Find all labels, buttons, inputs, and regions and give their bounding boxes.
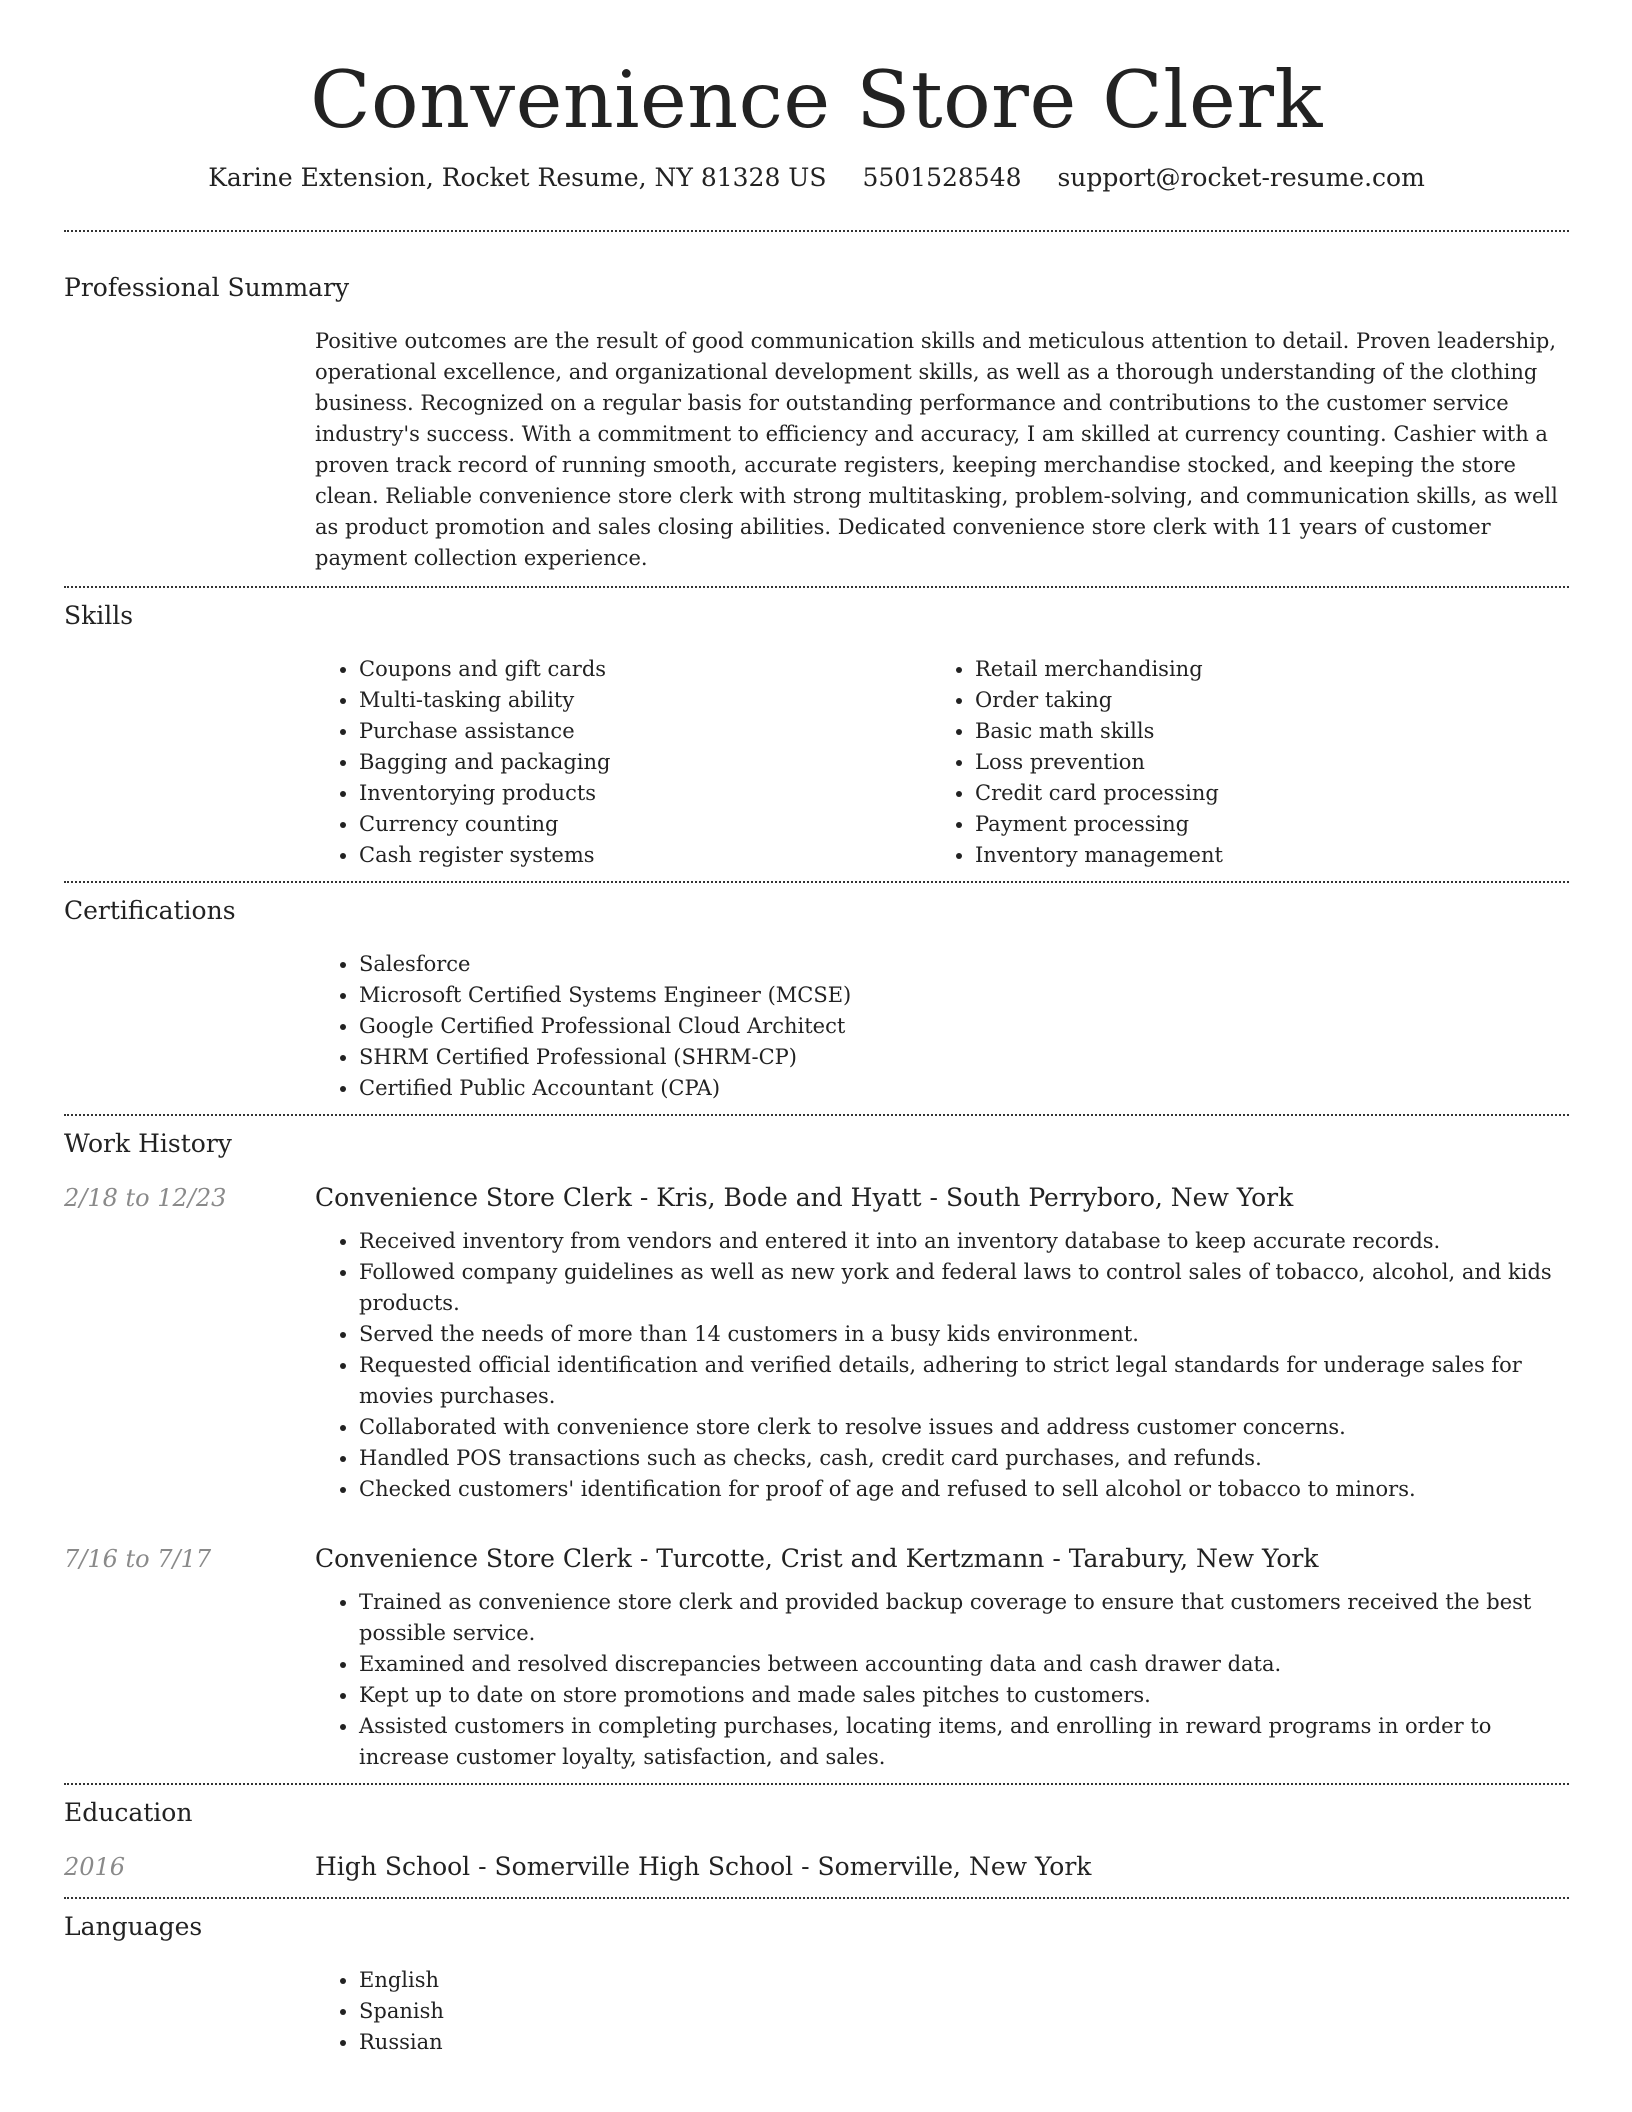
divider [64, 1114, 1569, 1116]
skill-item: • Multi-tasking ability [359, 685, 931, 716]
job-bullet: • Examined and resolved discrepancies between accounting data and cash drawer data. [359, 1649, 1569, 1680]
skills-heading: Skills [64, 601, 134, 630]
certifications-heading: Certifications [64, 896, 236, 925]
language-item: • English [359, 1965, 1569, 1996]
contact-address: Karine Extension, Rocket Resume, NY 81328 US [208, 163, 827, 192]
job-details [315, 1543, 1569, 1773]
job-bullet: • Handled POS transactions such as checks, cash, credit card purchases, and refunds. [359, 1443, 1569, 1474]
education-year: 2016 [64, 1853, 126, 1881]
skill-item: • Coupons and gift cards [359, 654, 931, 685]
skill-item: • Basic math skills [975, 716, 1547, 747]
job-dates: 2/18 to 12/23 [64, 1184, 227, 1212]
job-entry [64, 1182, 1569, 1505]
certifications-block [315, 949, 1569, 1104]
skill-item: • Payment processing [975, 809, 1547, 840]
certification-item: • SHRM Certified Professional (SHRM-CP) [359, 1042, 1569, 1073]
resume-title: Convenience Store Clerk [310, 54, 1323, 146]
job-bullet: • Collaborated with convenience store clerk to resolve issues and address customer concerns. [359, 1412, 1569, 1443]
education-heading: Education [64, 1798, 193, 1827]
skill-item: • Inventorying products [359, 778, 931, 809]
divider [64, 230, 1569, 232]
certification-item: • Microsoft Certified Systems Engineer (MCSE) [359, 980, 1569, 1011]
certification-item: • Salesforce [359, 949, 1569, 980]
skills-list-right [931, 654, 1547, 871]
skill-item: • Cash register systems [359, 840, 931, 871]
summary-heading: Professional Summary [64, 273, 350, 302]
skill-item: • Credit card processing [975, 778, 1547, 809]
languages-block [315, 1965, 1569, 2058]
job-dates: 7/16 to 7/17 [64, 1545, 212, 1573]
contact-line [64, 162, 1569, 194]
certifications-list [315, 949, 1569, 1104]
work-heading: Work History [64, 1129, 232, 1158]
language-item: • Russian [359, 2027, 1569, 2058]
job-bullet: • Trained as convenience store clerk and provided backup coverage to ensure that customers received the best possible service. [359, 1587, 1569, 1649]
resume-page [64, 0, 1569, 2068]
divider [64, 881, 1569, 883]
divider [64, 1783, 1569, 1785]
skills-columns [315, 654, 1569, 871]
education-entry [64, 1851, 1569, 1883]
contact-phone: 5501528548 [862, 163, 1022, 192]
skill-item: • Currency counting [359, 809, 931, 840]
languages-heading: Languages [64, 1912, 203, 1941]
skill-item: • Purchase assistance [359, 716, 931, 747]
languages-list [315, 1965, 1569, 2058]
contact-email: support@rocket-resume.com [1057, 163, 1425, 192]
divider [64, 1897, 1569, 1899]
certification-item: • Certified Public Accountant (CPA) [359, 1073, 1569, 1104]
divider [64, 586, 1569, 588]
skill-item: • Inventory management [975, 840, 1547, 871]
job-bullet: • Served the needs of more than 14 customers in a busy kids environment. [359, 1319, 1569, 1350]
job-bullet: • Kept up to date on store promotions and made sales pitches to customers. [359, 1680, 1569, 1711]
skill-item: • Bagging and packaging [359, 747, 931, 778]
job-details [315, 1182, 1569, 1505]
skill-item: • Retail merchandising [975, 654, 1547, 685]
skills-list-left [315, 654, 931, 871]
job-entry [64, 1543, 1569, 1773]
job-title: Convenience Store Clerk - Turcotte, Crist and Kertzmann - Tarabury, New York [315, 1544, 1319, 1573]
job-title: Convenience Store Clerk - Kris, Bode and Hyatt - South Perryboro, New York [315, 1183, 1294, 1212]
job-bullet: • Requested official identification and verified details, adhering to strict legal standards for underage sales for movies purchases. [359, 1350, 1569, 1412]
job-bullets [315, 1587, 1569, 1773]
skill-item: • Order taking [975, 685, 1547, 716]
skill-item: • Loss prevention [975, 747, 1547, 778]
certification-item: • Google Certified Professional Cloud Architect [359, 1011, 1569, 1042]
job-bullet: • Followed company guidelines as well as new york and federal laws to control sales of tobacco, alcohol, and kids products. [359, 1257, 1569, 1319]
job-bullet: • Assisted customers in completing purchases, locating items, and enrolling in reward programs in order to increase customer loyalty, satisfaction, and sales. [359, 1711, 1569, 1773]
job-bullet: • Received inventory from vendors and entered it into an inventory database to keep accurate records. [359, 1226, 1569, 1257]
language-item: • Spanish [359, 1996, 1569, 2027]
job-bullets [315, 1226, 1569, 1505]
summary-text: Positive outcomes are the result of good communication skills and meticulous attention to detail. Proven leadership, operational excellence, and organizational development skills, as well as a thorough understanding of the clothing business. Recognized on a regular basis for outstanding performance and contributions to the customer service industry's success. With a commitment to efficiency and accuracy, I am skilled at currency counting. Cashier with a proven track record of running smooth, accurate registers, keeping merchandise stocked, and keeping the store clean. Reliable convenience store clerk with strong multitasking, problem-solving, and communication skills, as well as product promotion and sales closing abilities. Dedicated convenience store clerk with 11 years of customer payment collection experience. [315, 329, 1558, 570]
education-detail: High School - Somerville High School - Somerville, New York [315, 1852, 1092, 1881]
job-bullet: • Checked customers' identification for proof of age and refused to sell alcohol or tobacco to minors. [359, 1474, 1569, 1505]
